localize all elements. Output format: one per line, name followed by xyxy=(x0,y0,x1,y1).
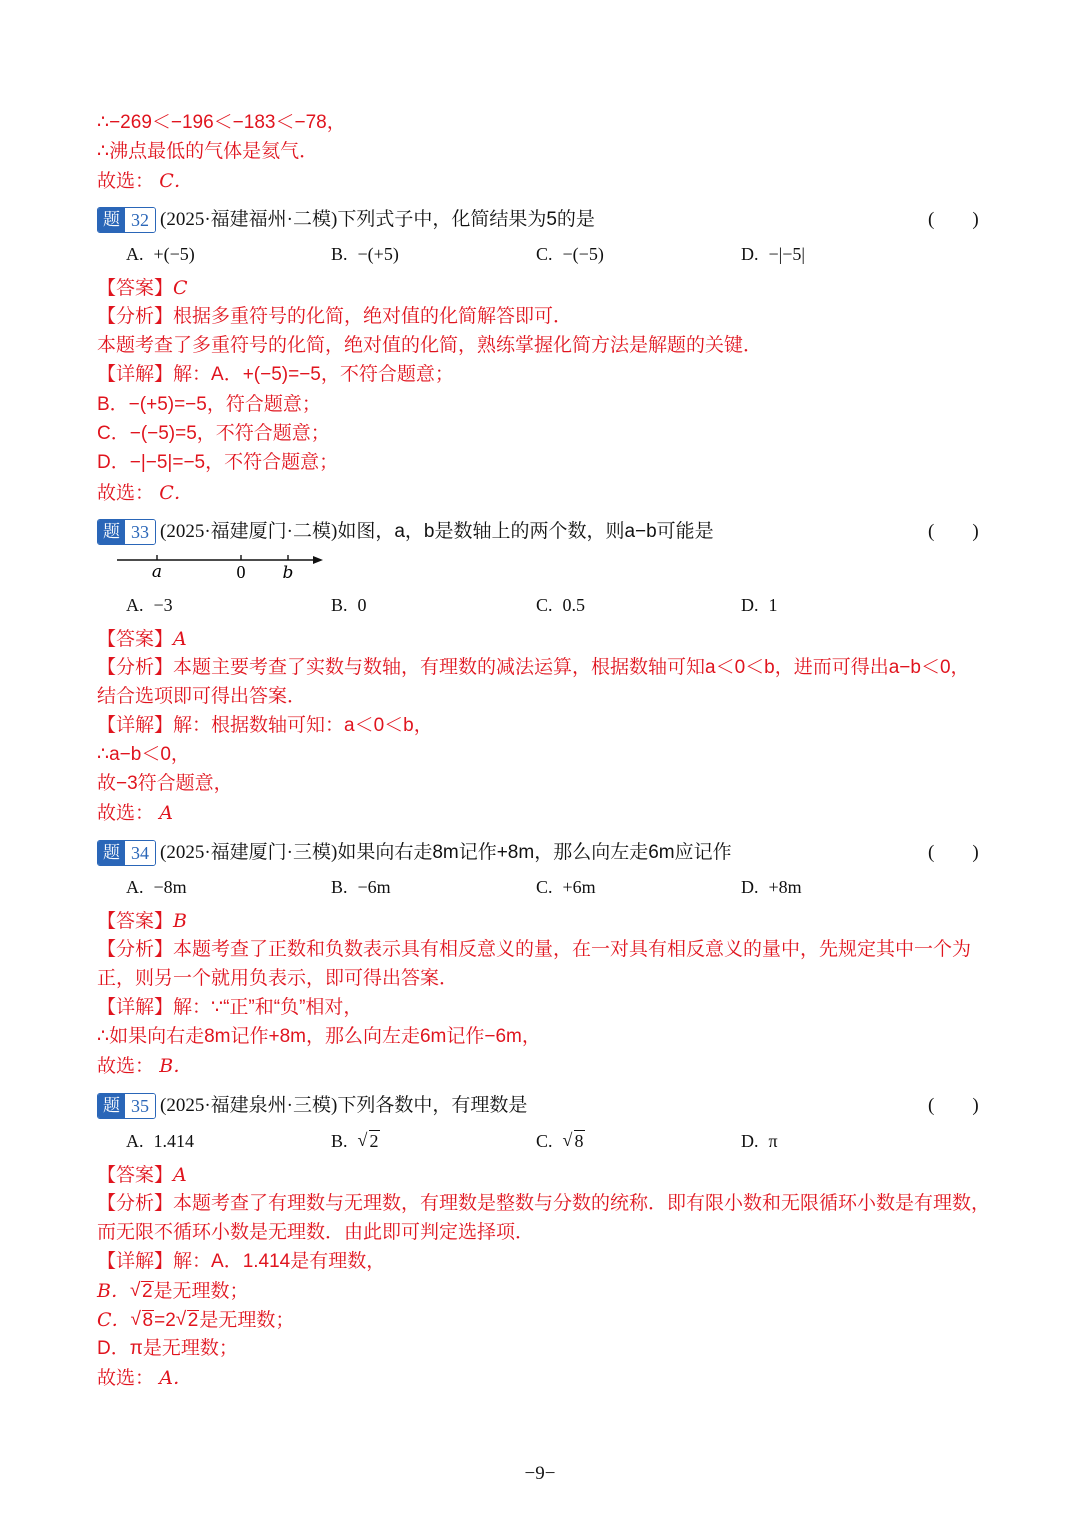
option-d xyxy=(741,240,805,268)
option-label: C. xyxy=(536,244,553,264)
detail-text: 解：A．1.414是有理数， xyxy=(173,1251,386,1272)
q35-analysis-2 xyxy=(97,1219,534,1247)
question-35-header xyxy=(97,1091,527,1121)
option-text: −6m xyxy=(357,877,391,897)
axis-label-b: b xyxy=(282,563,294,583)
radicand: 8 xyxy=(574,1131,584,1151)
option-text: −3 xyxy=(153,595,173,615)
option-label: D. xyxy=(741,244,759,264)
analysis-label: 【分析】 xyxy=(97,939,174,960)
detail-text: D．π是无理数； xyxy=(97,1338,238,1359)
option-text: 1 xyxy=(768,595,778,615)
question-badge xyxy=(97,1093,156,1119)
detail-label: 【详解】 xyxy=(97,715,174,736)
q34-choose xyxy=(97,1052,192,1080)
question-32-header xyxy=(97,205,595,235)
answer-value: B xyxy=(173,910,187,932)
sqrt-symbol xyxy=(131,1307,155,1335)
q32-analysis-1 xyxy=(97,303,572,331)
detail-equals: =2 xyxy=(154,1310,176,1331)
question-badge xyxy=(97,519,156,545)
q34-detail-2 xyxy=(97,1023,541,1051)
q35-choose xyxy=(97,1364,192,1392)
detail-text: 解：A．+(−5)=−5，不符合题意； xyxy=(173,364,454,385)
q33-answer xyxy=(97,625,187,653)
analysis-text: 根据多重符号的化简，绝对值的化简解答即可． xyxy=(173,306,573,327)
detail-label: 【详解】 xyxy=(97,1251,174,1272)
analysis-text: 而无限不循环小数是无理数．由此即可判定选择项． xyxy=(97,1222,535,1243)
answer-blank: ( ) xyxy=(928,1095,979,1116)
analysis-text: 本题考查了正数和负数表示具有相反意义的量，在一对具有相反意义的量中，先规定其中一个为 xyxy=(173,939,972,960)
option-text: +(−5) xyxy=(153,244,195,264)
option-text: −(−5) xyxy=(562,244,604,264)
q35-detail-1 xyxy=(97,1248,385,1276)
axis-arrow xyxy=(313,556,323,564)
question-source: (2025·福建泉州·三模) xyxy=(160,1095,338,1116)
q34-answer xyxy=(97,907,187,935)
radicand: 2 xyxy=(141,1281,153,1302)
intro-text-2: ∴沸点最低的气体是氦气． xyxy=(97,141,319,162)
badge-label: 题 xyxy=(98,1094,125,1118)
intro-line-1 xyxy=(97,109,346,137)
axis-label-a: a xyxy=(151,562,163,582)
sqrt-symbol xyxy=(130,1278,154,1306)
badge-label: 题 xyxy=(98,841,125,865)
question-34-header xyxy=(97,838,732,868)
option-text: −|−5| xyxy=(768,244,806,264)
q35-detail-4 xyxy=(97,1335,238,1363)
question-stem: 如果向右走8m记作+8m，那么向左走6m应记作 xyxy=(337,842,732,863)
option-b xyxy=(331,873,391,901)
answer-label: 【答案】 xyxy=(97,911,174,932)
option-a xyxy=(126,873,187,901)
badge-label: 题 xyxy=(98,208,125,232)
option-d xyxy=(741,873,802,901)
answer-label: 【答案】 xyxy=(97,629,174,650)
question-number: 33 xyxy=(125,520,155,544)
radical-sign: √ xyxy=(129,1280,141,1301)
number-line xyxy=(117,552,327,584)
intro-choose-label: 故选： xyxy=(97,171,155,192)
option-label: B. xyxy=(331,877,348,897)
analysis-text: 正，则另一个就用负表示，即可得出答案． xyxy=(97,968,459,989)
analysis-text: 本题考查了多重符号的化简，绝对值的化简，熟练掌握化简方法是解题的关键． xyxy=(97,335,763,356)
question-badge xyxy=(97,840,156,866)
analysis-text: 结合选项即可得出答案． xyxy=(97,686,307,707)
q35-detail-3 xyxy=(97,1306,294,1334)
option-text: 0.5 xyxy=(562,595,586,615)
option-text: −(+5) xyxy=(357,244,399,264)
badge-label: 题 xyxy=(98,520,125,544)
option-b xyxy=(331,591,367,619)
question-badge xyxy=(97,207,156,233)
option-c xyxy=(536,240,604,268)
answer-blank: ( ) xyxy=(928,209,979,230)
q33-detail-2 xyxy=(97,741,190,769)
option-d xyxy=(741,591,778,619)
question-33-header xyxy=(97,517,714,547)
detail-text: D．−|−5|=−5，不符合题意； xyxy=(97,452,339,473)
q32-detail-3 xyxy=(97,420,330,448)
option-b xyxy=(331,1127,380,1155)
answer-blank: ( ) xyxy=(928,521,979,542)
detail-text: ∴a−b＜0， xyxy=(97,744,190,765)
option-c xyxy=(536,591,585,619)
choose-value: A xyxy=(159,802,174,824)
detail-text: C．−(−5)=5，不符合题意； xyxy=(97,423,330,444)
choose-label: 故选： xyxy=(97,483,155,504)
detail-text: ∴如果向右走8m记作+8m，那么向左走6m记作−6m， xyxy=(97,1026,541,1047)
answer-blank: ( ) xyxy=(928,842,979,863)
option-label: D. xyxy=(741,877,759,897)
analysis-text: 本题主要考查了实数与数轴，有理数的减法运算，根据数轴可知a＜0＜b，进而可得出a−b＜0， xyxy=(173,657,970,678)
analysis-label: 【分析】 xyxy=(97,306,174,327)
option-b xyxy=(331,240,399,268)
sqrt-symbol xyxy=(176,1307,200,1335)
option-c xyxy=(536,873,596,901)
question-stem: 下列各数中，有理数是 xyxy=(337,1095,528,1116)
answer-value: A xyxy=(173,628,187,650)
option-label: A. xyxy=(126,244,144,264)
question-stem: 如图，a，b是数轴上的两个数，则a−b可能是 xyxy=(337,521,714,542)
q32-detail-1 xyxy=(97,361,454,389)
intro-line-3 xyxy=(97,167,193,195)
option-label: C. xyxy=(536,595,553,615)
answer-label: 【答案】 xyxy=(97,278,174,299)
page-number: −9− xyxy=(524,1463,556,1484)
sqrt-symbol xyxy=(563,1127,585,1155)
option-label: A. xyxy=(126,877,144,897)
q35-detail-2 xyxy=(97,1277,249,1305)
detail-text: 是无理数； xyxy=(199,1310,295,1331)
q34-analysis-2 xyxy=(97,965,458,993)
choose-value: C． xyxy=(159,482,193,504)
option-label: D. xyxy=(741,595,759,615)
analysis-label: 【分析】 xyxy=(97,1193,174,1214)
q33-choose xyxy=(97,799,173,827)
option-label: C. xyxy=(536,1131,553,1151)
answer-value: C xyxy=(173,277,188,299)
radicand: 2 xyxy=(369,1131,379,1151)
option-label: A. xyxy=(126,1131,144,1151)
radicand: 8 xyxy=(142,1310,154,1331)
q34-options xyxy=(126,873,1006,901)
option-label: C. xyxy=(536,877,553,897)
q33-detail-3 xyxy=(97,770,233,798)
detail-text: B．−(+5)=−5，符合题意； xyxy=(97,394,321,415)
q33-analysis-2 xyxy=(97,683,306,711)
question-number: 35 xyxy=(125,1094,155,1118)
option-label: D. xyxy=(741,1131,759,1151)
choose-label: 故选： xyxy=(97,1368,155,1389)
question-number: 34 xyxy=(125,841,155,865)
radical-sign: √ xyxy=(562,1130,573,1150)
detail-text: 解：根据数轴可知：a＜0＜b， xyxy=(173,715,433,736)
choose-value: A． xyxy=(159,1367,193,1389)
radical-sign: √ xyxy=(130,1309,141,1330)
q33-options xyxy=(126,591,1006,619)
question-source: (2025·福建厦门·二模) xyxy=(160,521,338,542)
option-label: A. xyxy=(126,595,144,615)
answer-label: 【答案】 xyxy=(97,1165,174,1186)
detail-prefix: C． xyxy=(97,1309,131,1331)
radical-sign: √ xyxy=(175,1309,187,1330)
question-source: (2025·福建厦门·三模) xyxy=(160,842,338,863)
option-a xyxy=(126,1127,194,1155)
axis-label-zero: 0 xyxy=(236,562,246,582)
detail-label: 【详解】 xyxy=(97,364,174,385)
detail-label: 【详解】 xyxy=(97,997,174,1018)
q35-options xyxy=(126,1127,1006,1155)
question-number: 32 xyxy=(125,208,155,232)
sqrt-symbol xyxy=(358,1127,380,1155)
q32-answer xyxy=(97,274,188,302)
q32-detail-2 xyxy=(97,391,321,419)
q32-analysis-2 xyxy=(97,332,762,360)
option-text: 0 xyxy=(357,595,367,615)
intro-text-1: ∴−269＜−196＜−183＜−78， xyxy=(97,112,346,133)
detail-prefix: B． xyxy=(97,1280,130,1302)
q32-choose xyxy=(97,479,193,507)
question-stem: 下列式子中，化简结果为5的是 xyxy=(337,209,595,230)
choose-label: 故选： xyxy=(97,1056,155,1077)
analysis-label: 【分析】 xyxy=(97,657,174,678)
q34-analysis-1 xyxy=(97,936,971,964)
q34-detail-1 xyxy=(97,994,362,1022)
option-text: +8m xyxy=(768,877,802,897)
option-a xyxy=(126,591,173,619)
question-source: (2025·福建福州·二模) xyxy=(160,209,338,230)
option-c xyxy=(536,1127,585,1155)
detail-text: 是无理数； xyxy=(153,1281,249,1302)
detail-text: 解：∵“正”和“负”相对， xyxy=(173,997,363,1018)
intro-choose-value: C． xyxy=(159,170,193,192)
option-text: 1.414 xyxy=(153,1131,194,1151)
detail-text: 故−3符合题意， xyxy=(97,773,233,794)
option-label: B. xyxy=(331,595,348,615)
answer-value: A xyxy=(173,1164,187,1186)
option-label: B. xyxy=(331,244,348,264)
option-d xyxy=(741,1127,778,1155)
choose-value: B． xyxy=(159,1055,193,1077)
option-a xyxy=(126,240,195,268)
option-text: +6m xyxy=(562,877,596,897)
radicand: 2 xyxy=(187,1310,199,1331)
q32-detail-4 xyxy=(97,449,338,477)
option-text: −8m xyxy=(153,877,187,897)
intro-line-2 xyxy=(97,138,318,166)
q33-detail-1 xyxy=(97,712,433,740)
q32-options xyxy=(126,240,1006,268)
q35-answer xyxy=(97,1161,187,1189)
q33-analysis-1 xyxy=(97,654,970,682)
choose-label: 故选： xyxy=(97,803,155,824)
analysis-text: 本题考查了有理数与无理数，有理数是整数与分数的统称．即有限小数和无限循环小数是有理数， xyxy=(173,1193,991,1214)
q35-analysis-1 xyxy=(97,1190,990,1218)
radical-sign: √ xyxy=(357,1130,368,1150)
option-text: π xyxy=(768,1131,778,1151)
option-label: B. xyxy=(331,1131,348,1151)
